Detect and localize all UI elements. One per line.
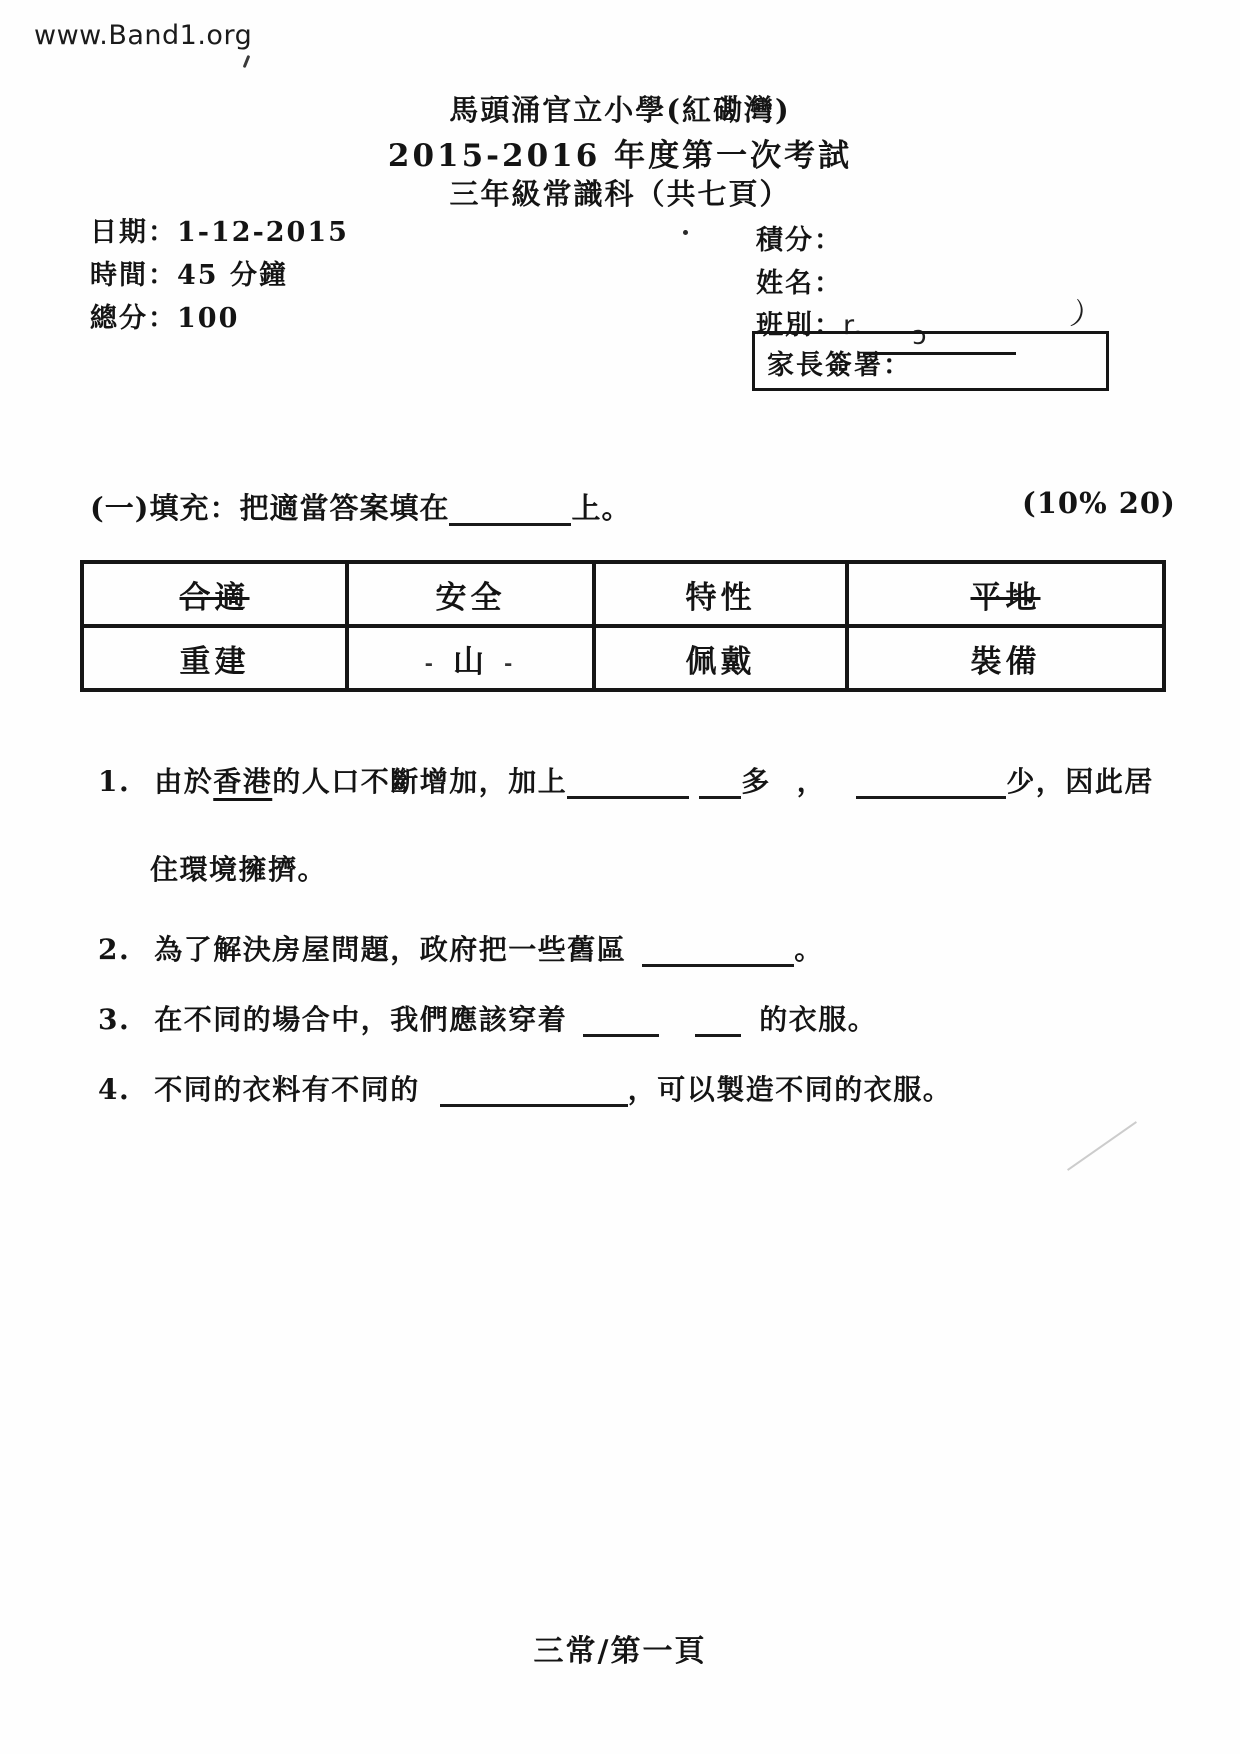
- word-bank-body: [82, 562, 1164, 690]
- question-number: 4.: [98, 1073, 131, 1106]
- question-text: 多: [741, 765, 771, 798]
- word-bank-cell: [347, 626, 594, 690]
- question-number: 3.: [98, 1003, 131, 1036]
- question-number: 2.: [98, 933, 131, 966]
- proper-noun-underlined: 香港: [213, 765, 273, 798]
- total-score-label: 總分：: [90, 303, 177, 334]
- question-text: 不同的衣料有不同的: [154, 1073, 420, 1106]
- date-row: [90, 210, 349, 249]
- word-bank-word: 特性: [685, 579, 756, 616]
- date-label: 日期：: [90, 217, 177, 248]
- word-bank-word: 裝備: [970, 643, 1041, 680]
- fill-in-blank: [695, 1032, 741, 1037]
- scan-artifact-tick: [243, 55, 251, 68]
- question-text: ，可以製造不同的衣服。: [627, 1073, 953, 1106]
- name-field: [756, 261, 843, 300]
- parent-signature-label: 家長簽署：: [767, 350, 912, 381]
- section-1-heading: [90, 486, 631, 527]
- word-bank-word: 合適: [179, 579, 250, 616]
- heading-blank: [449, 521, 571, 526]
- class-handwriting-2: ɔ: [912, 321, 929, 351]
- word-bank-word: 佩戴: [685, 643, 756, 680]
- fill-in-blank: [699, 794, 741, 799]
- time-label: 時間：: [90, 260, 177, 291]
- word-bank-cell: [82, 562, 347, 626]
- question-text: 的衣服。: [759, 1003, 878, 1036]
- fill-in-blank: [856, 794, 1006, 799]
- section-1-marks: (10% 20): [1022, 486, 1176, 520]
- word-bank-cell: [347, 562, 594, 626]
- watermark-url: www.Band1.org: [34, 20, 253, 51]
- exam-title: 2015-2016 年度第一次考試: [387, 138, 853, 174]
- time-row: [90, 253, 288, 292]
- question-text: 。: [794, 933, 824, 966]
- section-heading-prefix: (一)填充：把適當答案填在: [90, 491, 450, 525]
- time-value: 45 分鐘: [177, 260, 288, 291]
- word-bank-word: 重建: [179, 643, 250, 680]
- class-label: 班別：: [756, 310, 843, 341]
- question-text: 在不同的場合中，我們應該穿着: [154, 1003, 568, 1036]
- question-text: 由於: [154, 765, 214, 798]
- question-number: 1.: [98, 765, 131, 798]
- word-bank-cell: [82, 626, 347, 690]
- question-text: 少，因此居: [1006, 765, 1154, 798]
- total-score-row: [90, 296, 239, 335]
- fill-in-blank: [567, 794, 689, 799]
- parent-signature-box: [752, 331, 1109, 391]
- name-label: 姓名：: [756, 268, 843, 299]
- word-bank-cell: [847, 562, 1164, 626]
- word-bank-row: [82, 562, 1164, 626]
- total-score-value: 100: [177, 303, 240, 334]
- scan-artifact-dot: [683, 230, 688, 235]
- question-text: 的人口不斷增加，加上: [272, 765, 568, 798]
- score-field: [756, 218, 843, 257]
- word-bank-word: 平地: [970, 579, 1041, 616]
- question-4: [98, 1068, 952, 1108]
- scan-artifact-scratch: [1067, 1121, 1137, 1171]
- fill-in-blank: [440, 1102, 542, 1107]
- page-footer: 三常/第一頁: [533, 1634, 707, 1669]
- class-handwriting: r.: [843, 310, 865, 341]
- fill-in-blank: [542, 1102, 628, 1107]
- question-1-line-2: [150, 848, 327, 888]
- question-2: [98, 928, 824, 968]
- question-text: ，: [796, 765, 827, 798]
- word-bank-cell: [847, 626, 1164, 690]
- date-value: 1-12-2015: [177, 217, 349, 248]
- question-text: 為了解決房屋問題，政府把一些舊區: [154, 933, 627, 966]
- word-bank-word: ‐ 山 ‐: [425, 644, 517, 680]
- school-name: 馬頭涌官立小學(紅磡灣): [449, 93, 791, 127]
- word-bank-cell: [594, 626, 847, 690]
- fill-in-blank: [583, 1032, 659, 1037]
- fill-in-blank: [642, 962, 794, 967]
- question-3: [98, 998, 877, 1038]
- class-handwriting-3: ）: [1067, 296, 1105, 339]
- section-heading-suffix: 上。: [571, 491, 632, 525]
- score-label: 積分：: [756, 225, 843, 256]
- word-bank-table: [80, 560, 1166, 692]
- word-bank-row: [82, 626, 1164, 690]
- question-text: 住環境擁擠。: [150, 853, 328, 886]
- subject-line: 三年級常識科（共七頁）: [449, 177, 791, 211]
- word-bank-cell: [594, 562, 847, 626]
- question-1-line-1: [98, 760, 1154, 800]
- word-bank-word: 安全: [435, 579, 506, 616]
